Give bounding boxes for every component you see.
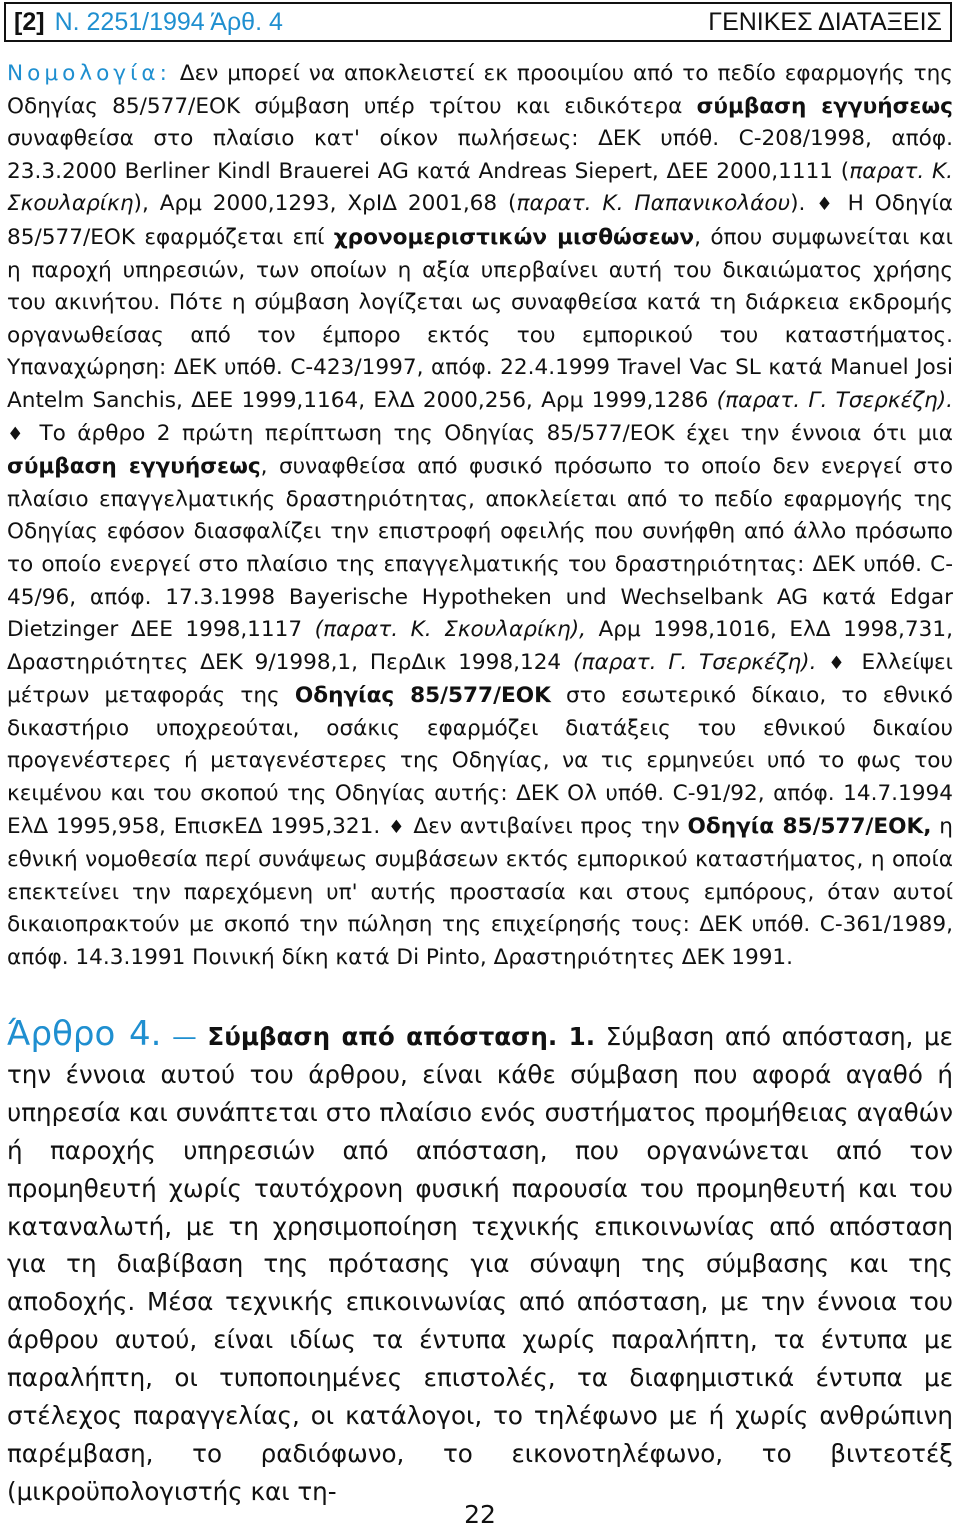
case-law-text: , συναφθείσα από φυσικό πρόσωπο το οποίο δεν ενεργεί στο πλαίσιο επαγγελματικής δραστηριότητας, αποκλείεται από το πεδίο εφαρμογής της Οδηγίας εφόσον διασφαλίζει την επιστροφή οφειλής που συνήφθη από άλλο πρόσωπο το οποίο ενεργεί στο πλαίσιο της επαγγελματικής του δραστηριότητας: ΔΕΚ υπόθ. C-45/96, απόφ. 17.3.1998 Bayerische Hypotheken und Wechselbank AG κατά Edgar Dietzinger ΔΕΕ 1998,1117: [7, 454, 954, 643]
case-law-bold: σύμβαση εγγυήσεως: [696, 93, 953, 119]
article-title: Σύμβαση από απόσταση. 1.: [207, 1022, 596, 1051]
case-law-text: ).: [790, 191, 806, 217]
header-law-reference: Ν. 2251/1994 Άρθ. 4: [54, 7, 283, 36]
diamond-bullet-icon: ♦: [816, 194, 837, 216]
case-law-annotation: (παρατ. Γ. Τσερκέζη).: [573, 649, 817, 675]
case-law-text: ), Αρμ 2000,1293, ΧρΙΔ 2001,68 (: [133, 191, 517, 217]
page-header: [4, 2, 952, 42]
article-4-section: [7, 1016, 953, 1511]
case-law-text: Αρμ 1998,1016, ΕλΔ 1998,731, Δραστηριότητες ΔΕΚ 9/1998,1, ΠερΔικ 1998,124: [7, 617, 953, 675]
article-heading: Άρθρο 4.: [7, 1014, 162, 1054]
case-law-annotation: (παρατ. Κ. Σκουλαρίκη),: [314, 617, 586, 643]
article-dash: —: [172, 1022, 197, 1051]
case-law-text: συναφθείσα στο πλαίσιο κατ' οίκον πωλήσεως: ΔΕΚ υπόθ. C-208/1998, απόφ. 23.3.2000 Berliner Kindl Brauerei AG κατά Andreas Siepert, ΔΕΕ 2000,1111 (: [7, 126, 953, 184]
case-law-bold: Οδηγίας 85/577/ΕΟΚ: [294, 683, 551, 709]
case-law-bold: σύμβαση εγγυήσεως: [7, 454, 261, 480]
case-law-text: Δεν μπορεί να αποκλειστεί εκ προοιμίου από το πεδίο εφαρμογής της Οδηγίας 85/577/ΕΟΚ σύμβαση υπέρ τρίτου και ειδικότερα: [7, 61, 953, 119]
article-body: Σύμβαση από απόσταση, με την έννοια αυτού του άρθρου, είναι κάθε σύμβαση που αφορά αγαθό ή υπηρεσία και συνάπτεται στο πλαίσιο ενός συστήματος προμήθειας αγαθών ή παροχής υπηρεσιών από απόσταση, που οργανώνεται από τον προμηθευτή χωρίς ταυτόχρονη φυσική παρουσία του προμηθευτή και του καταναλωτή, με τη χρησιμοποίηση τεχνικής επικοινωνίας από απόσταση για τη διαβίβαση της πρότασης για σύναψη της σύμβασης και της αποδοχής. Μέσα τεχνικής επικοινωνίας από απόσταση, με την έννοια του άρθρου αυτού, είναι ιδίως τα έντυπα χωρίς παραλήπτη, τα έντυπα με παραλήπτη, οι τυποποιημένες επιστολές, τα διαφημιστικά έντυπα με στέλεχος παραγγελίας, οι κατάλογοι, το τηλέφωνο με ή χωρίς ανθρώπινη παρέμβαση, το ραδιόφωνο, το εικονοτηλέφωνο, το βιντεοτέξ (μικροϋπολογιστής και τη-: [7, 1022, 953, 1506]
header-left: [14, 8, 283, 37]
diamond-bullet-icon: ♦: [7, 423, 29, 445]
case-law-annotation: παρατ. Κ. Παπανικολάου: [516, 191, 791, 217]
diamond-bullet-icon: ♦: [828, 652, 850, 674]
case-law-text: στο εσωτερικό δίκαιο, το εθνικό δικαστήριο υποχρεούται, οσάκις εφαρμόζει διατάξεις του εθνικού δικαίου προγενέστερες ή μεταγενέστερες της Οδηγίας, να τις ερμηνεύει υπό το φως του κειμένου και του σκοπού της Οδηγίας αυτής: ΔΕΚ Ολ υπόθ. C-91/92, απόφ. 14.7.1994 ΕλΔ 1995,958, ΕπισκΕΔ 1995,321.: [7, 683, 953, 839]
case-law-text: , όπου συμφωνείται και η παροχή υπηρεσιών, των οποίων η αξία υπερβαίνει αυτή του δικαιώματος χρήσης του ακινήτου. Πότε η σύμβαση λογίζεται ως συναφθείσα κατά τη διάρκεια εκδρομής οργανωθείσας από τον έμπορο εκτός του εμπορικού του καταστήματος. Υπαναχώρηση: ΔΕΚ υπόθ. C-423/1997, απόφ. 22.4.1999 Travel Vac SL κατά Manuel Josi Antelm Sanchis, ΔΕΕ 1999,1164, ΕλΔ 2000,256, Αρμ 1999,1286: [7, 224, 953, 413]
case-law-text: η εθνική νομοθεσία περί συνάψεως συμβάσεων εκτός εμπορικού καταστήματος, η οποία επεκτείνει την παρεχόμενη υπ' αυτής προστασία και στους εμπόρους, όταν αυτοί δικαιοπρακτούν με σκοπό την πώληση της επιχείρησής τους: ΔΕΚ υπόθ. C-361/1989, απόφ. 14.3.1991 Ποινική δίκη κατά Di Pinto, Δραστηριότητες ΔΕΚ 1991.: [7, 813, 953, 971]
case-law-text: Το άρθρο 2 πρώτη περίπτωση της Οδηγίας 85/577/ΕΟΚ έχει την έννοια ότι μια: [28, 420, 953, 446]
header-number: [2]: [14, 7, 45, 36]
case-law-label: Νομολογία:: [7, 61, 171, 86]
case-law-bold: Οδηγία 85/577/ΕΟΚ,: [687, 813, 932, 839]
case-law-text: Δεν αντιβαίνει προς την: [405, 813, 688, 839]
case-law-annotation: παρατ. Κ. Σκουλαρίκη: [7, 158, 953, 217]
case-law-bold: χρονομεριστικών μισθώσεων: [333, 224, 695, 250]
case-law-text: Η Οδηγία 85/577/ΕΟΚ εφαρμόζεται επί: [7, 191, 954, 250]
case-law-block: [7, 58, 953, 975]
header-section-title: ΓΕΝΙΚΕΣ ΔΙΑΤΑΞΕΙΣ: [708, 7, 942, 36]
page-number: 22: [464, 1500, 496, 1529]
case-law-annotation: (παρατ. Γ. Τσερκέζη).: [716, 387, 953, 413]
diamond-bullet-icon: ♦: [388, 816, 406, 838]
case-law-text: Ελλείψει μέτρων μεταφοράς της: [7, 649, 953, 709]
